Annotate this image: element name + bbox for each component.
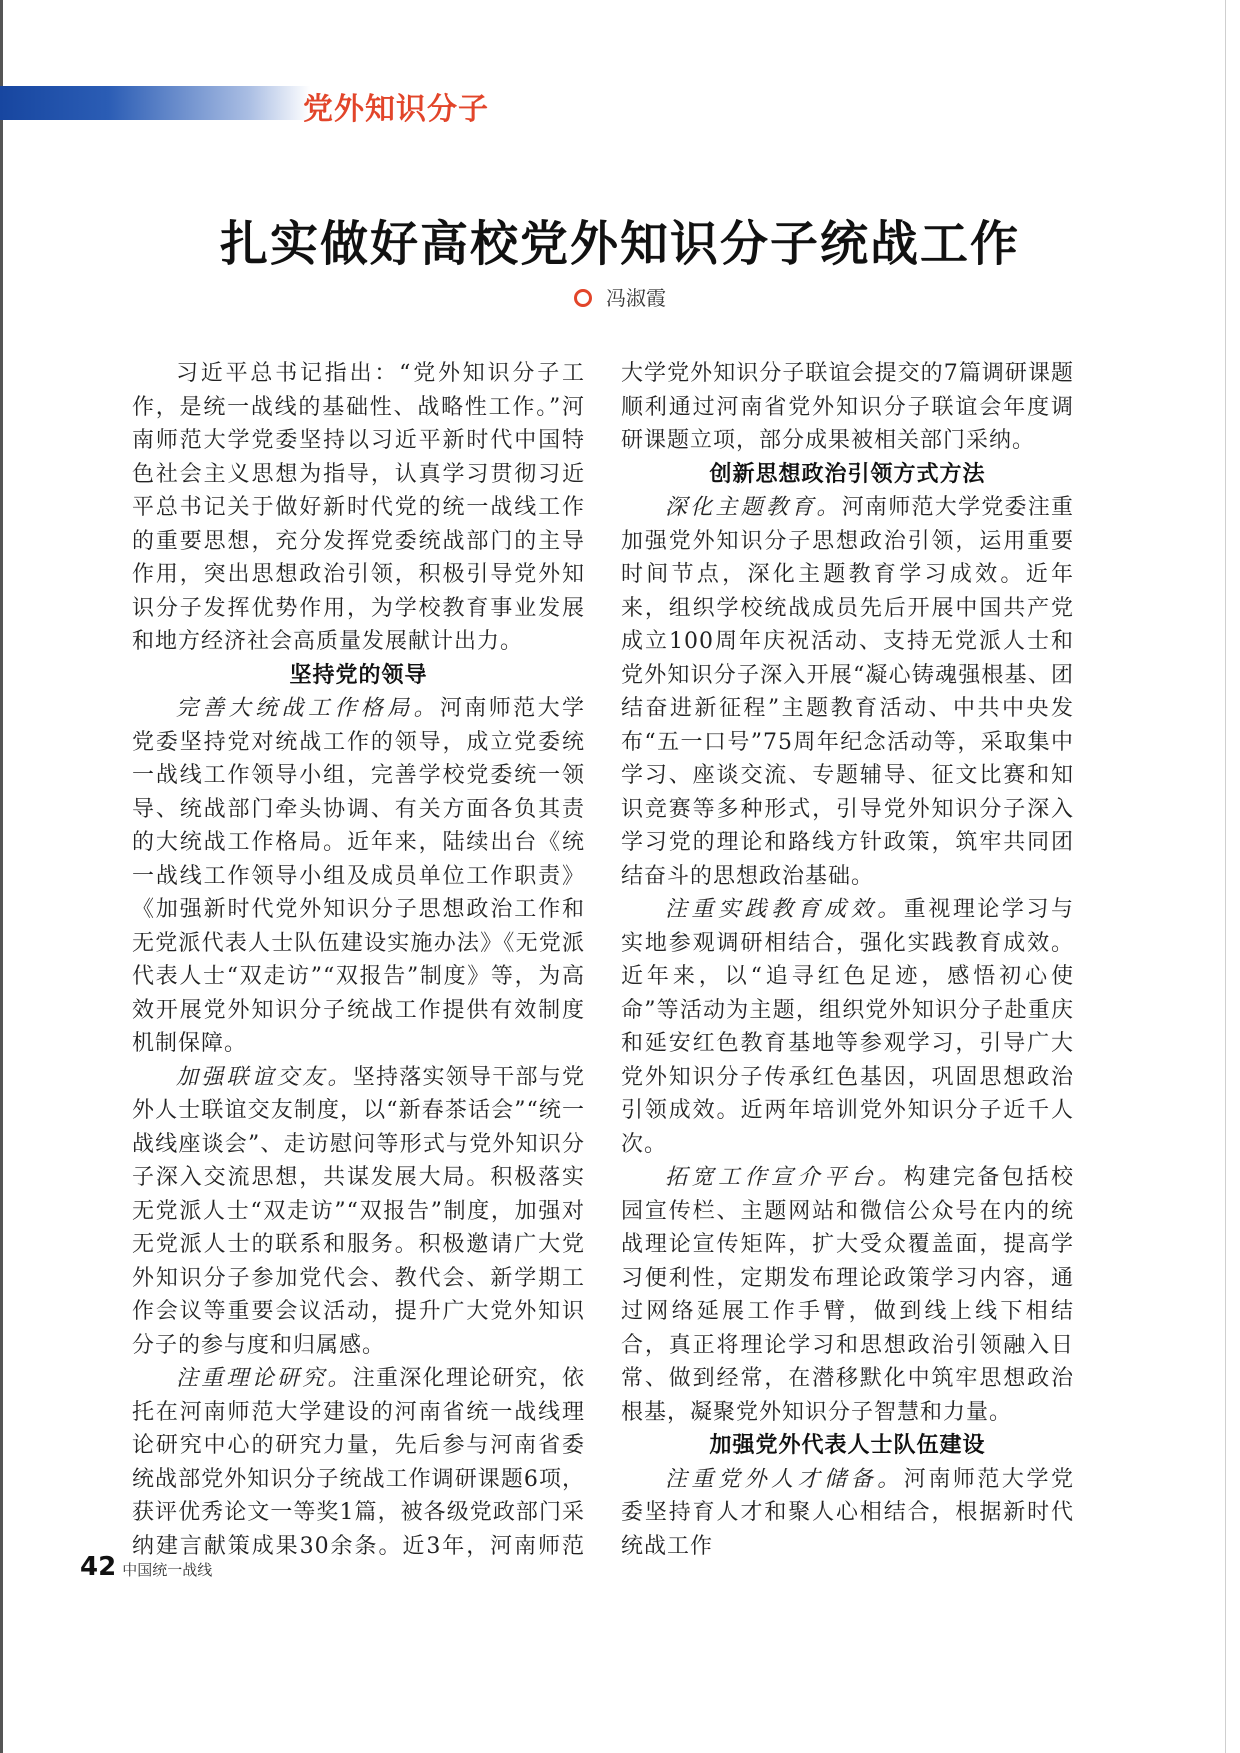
- paragraph: [621, 1463, 1074, 1564]
- section-banner: [0, 86, 310, 120]
- magazine-name: 中国统一战线: [122, 1561, 213, 1579]
- paragraph-text: 构建完备包括校园宣传栏、主题网站和微信公众号在内的统战理论宣传矩阵，扩大受众覆盖面，提高学习便利性，定期发布理论政策学习内容，通过网络延展工作手臂，做到线上线下相结合，真正将理论学习和思想政治引领融入日常、做到经常，在潜移默化中筑牢思想政治根基，凝聚党外知识分子智慧和力量。: [621, 1165, 1074, 1425]
- paragraph: [621, 1161, 1074, 1429]
- paragraph-lead: 注重理论研究。: [176, 1366, 353, 1391]
- article-title: 扎实做好高校党外知识分子统战工作: [219, 216, 1020, 272]
- page-footer: [80, 1552, 212, 1582]
- bullet-circle-icon: [574, 289, 592, 307]
- paragraph-lead: 加强联谊交友。: [176, 1064, 353, 1090]
- section-heading: 坚持党的领导: [289, 662, 428, 688]
- paragraph-text: 河南师范大学党委坚持育人才和聚人心相结合，根据新时代统战工作: [621, 1466, 1074, 1559]
- paragraph: [621, 893, 1074, 1161]
- paragraph: [132, 1061, 585, 1363]
- paragraph-text: 注重深化理论研究，依托在河南师范大学建设的河南省统一战线理论研究中心的研究力量，先后参与河南省委统战部党外知识分子统战工作调研课题6项，获评优秀论文一等奖1篇，被各级党政部门采纳建言献策成果30余条。近3年，河南师范大学党外知识分子联谊会提交的7篇调研课题顺利通过河南省党外知识分子联谊会年度调研课题立项，部分成果被相关部门采纳。: [132, 361, 1074, 1559]
- intro-paragraph: 习近平总书记指出：“党外知识分子工作，是统一战线的基础性、战略性工作。”河南师范大学党委坚持以习近平新时代中国特色社会主义思想为指导，认真学习贯彻习近平总书记关于做好新时代党的统一战线工作的重要思想，充分发挥党委统战部门的主导作用，突出思想政治引领，积极引导党外知识分子发挥优势作用，为学校教育事业发展和地方经济社会高质量发展献计出力。: [132, 361, 585, 654]
- paragraph-text: 河南师范大学党委注重加强党外知识分子思想政治引领，运用重要时间节点，深化主题教育学习成效。近年来，组织学校统战成员先后开展中国共产党成立100周年庆祝活动、支持无党派人士和党外知识分子深入开展“凝心铸魂强根基、团结奋进新征程”主题教育活动、中共中央发布“五一口号”75周年纪念活动等，采取集中学习、座谈交流、专题辅导、征文比赛和知识竞赛等多种形式，引导党外知识分子深入学习党的理论和路线方针政策，筑牢共同团结奋斗的思想政治基础。: [621, 495, 1074, 889]
- section-heading: 加强党外代表人士队伍建设: [709, 1433, 986, 1458]
- paragraph-text: 坚持落实领导干部与党外人士联谊交友制度，以“新春茶话会”“统一战线座谈会”、走访慰问等形式与党外知识分子深入交流思想，共谋发展大局。积极落实无党派人士“双走访”“双报告”制度，加强对无党派人士的联系和服务。积极邀请广大党外知识分子参加党代会、教代会、新学期工作会议等重要会议活动，提升广大党外知识分子的参与度和归属感。: [132, 1064, 585, 1358]
- paragraph-lead: 完善大统战工作格局。: [176, 696, 440, 721]
- section-label: 党外知识分子: [303, 92, 489, 127]
- paragraph-lead: 注重实践教育成效。: [665, 897, 904, 922]
- paragraph-lead: 深化主题教育。: [665, 495, 842, 520]
- paragraph-text: 河南师范大学党委坚持党对统战工作的领导，成立党委统一战线工作领导小组，完善学校党委统一领导、统战部门牵头协调、有关方面各负其责的大统战工作格局。近年来，陆续出台《统一战线工作领导小组及成员单位工作职责》《加强新时代党外知识分子思想政治工作和无党派代表人士队伍建设实施办法》《无党派代表人士“双走访”“双报告”制度》等，为高效开展党外知识分子统战工作提供有效制度机制保障。: [132, 696, 585, 1056]
- paragraph-text: 重视理论学习与实地参观调研相结合，强化实践教育成效。近年来，以“追寻红色足迹，感悟初心使命”等活动为主题，组织党外知识分子赴重庆和延安红色教育基地等参观学习，引导广大党外知识分子传承红色基因，巩固思想政治引领成效。近两年培训党外知识分子近千人次。: [621, 897, 1074, 1157]
- article-body: [132, 357, 1074, 1563]
- paragraph: [621, 491, 1074, 893]
- article-author: [0, 282, 1240, 311]
- paragraph-lead: 拓宽工作宣介平台。: [665, 1165, 904, 1190]
- paragraph-lead: 注重党外人才储备。: [665, 1466, 904, 1492]
- page-number: 42: [80, 1552, 117, 1582]
- author-name: 冯淑霞: [606, 286, 666, 310]
- section-heading: 创新思想政治引领方式方法: [709, 461, 986, 487]
- paragraph: [132, 692, 585, 1061]
